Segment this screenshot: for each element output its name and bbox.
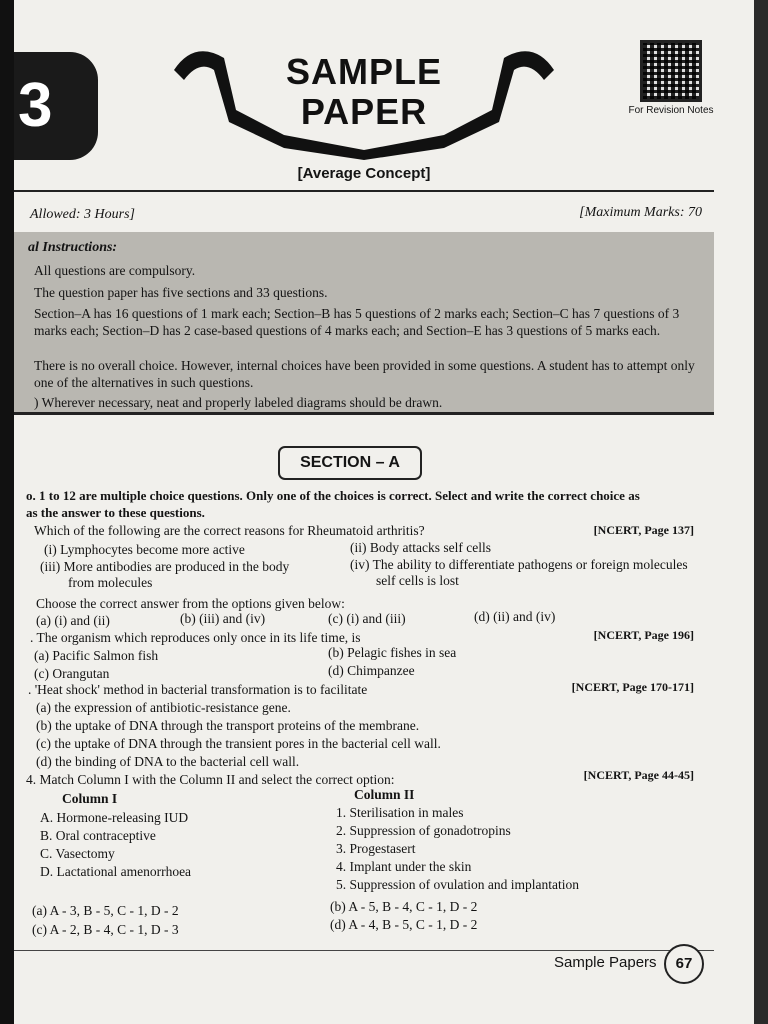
option: (iii) More antibodies are produced in the body [40, 559, 290, 574]
answer-choice: (a) Pacific Salmon fish [34, 648, 159, 663]
time-allowed: Allowed: 3 Hours] [30, 207, 135, 222]
question-3: . 'Heat shock' method in bacterial transformation is to facilitate [28, 682, 368, 697]
option: (iv) The ability to differentiate pathogens or foreign molecules [350, 557, 688, 572]
section-heading: SECTION – A [278, 446, 422, 480]
answer-choice: (d) Chimpanzee [328, 663, 415, 678]
instructions-title: al Instructions: [28, 240, 118, 255]
ncert-reference: [NCERT, Page 137] [593, 523, 694, 537]
instruction-item: ) Wherever necessary, neat and properly labeled diagrams should be drawn. [34, 395, 443, 410]
answer-choice: (c) (i) and (iii) [328, 611, 406, 626]
answer-choice: (d) A - 4, B - 5, C - 1, D - 2 [330, 917, 478, 932]
column-2-item: 5. Suppression of ovulation and implantation [336, 877, 579, 892]
option: from molecules [68, 575, 153, 590]
instruction-item: Section–A has 16 questions of 1 mark each; Section–B has 5 questions of 2 marks each; Section–C has 7 questions of 3 marks each; Section–D has 2 case-based questions of 4 marks each; and Section–E has 3 questions of 5 marks each. [34, 306, 680, 338]
ncert-reference: [NCERT, Page 170-171] [571, 680, 694, 694]
column-1-item: B. Oral contraceptive [40, 828, 156, 843]
maximum-marks: [Maximum Marks: 70 [579, 205, 702, 220]
page-title [244, 52, 484, 132]
divider [14, 190, 714, 192]
answer-choice: (a) (i) and (ii) [36, 613, 110, 628]
answer-choice: (c) the uptake of DNA through the transient pores in the bacterial cell wall. [36, 736, 441, 751]
answer-choice: (b) the uptake of DNA through the transport proteins of the membrane. [36, 718, 420, 733]
question-2: . The organism which reproduces only once in its life time, is [30, 630, 361, 645]
page-subtitle: [Average Concept] [297, 165, 431, 182]
qr-label: For Revision Notes [628, 105, 714, 116]
footer-divider [14, 950, 714, 951]
document-page [14, 0, 754, 1024]
footer-label: Sample Papers [554, 954, 657, 971]
column-2-item: 1. Sterilisation in males [336, 805, 464, 820]
ncert-reference: [NCERT, Page 44-45] [583, 768, 694, 782]
column-2-item: 2. Suppression of gonadotropins [336, 823, 511, 838]
section-intro: o. 1 to 12 are multiple choice questions. Only one of the choices is correct. Select and write the correct choice as [26, 488, 640, 503]
instruction-item: All questions are compulsory. [34, 263, 196, 278]
choose-text: Choose the correct answer from the options given below: [36, 596, 345, 611]
page-gutter [0, 0, 14, 1024]
column-2-item: 4. Implant under the skin [336, 859, 472, 874]
answer-choice: (a) the expression of antibiotic-resistance gene. [36, 700, 291, 715]
answer-choice: (d) the binding of DNA to the bacterial cell wall. [36, 754, 300, 769]
option: self cells is lost [376, 573, 459, 588]
column-1-item: A. Hormone-releasing IUD [40, 810, 189, 825]
answer-choice: (a) A - 3, B - 5, C - 1, D - 2 [32, 903, 179, 918]
page-number: 67 [664, 944, 704, 984]
question-1: Which of the following are the correct reasons for Rheumatoid arthritis? [34, 523, 425, 538]
answer-choice: (c) A - 2, B - 4, C - 1, D - 3 [32, 922, 179, 937]
column-2-header: Column II [354, 787, 415, 802]
answer-choice: (b) A - 5, B - 4, C - 1, D - 2 [330, 899, 478, 914]
ncert-reference: [NCERT, Page 196] [593, 628, 694, 642]
qr-code-icon[interactable] [640, 40, 702, 102]
title-line-1: SAMPLE [285, 51, 442, 92]
column-1-item: D. Lactational amenorrhoea [40, 864, 192, 879]
instruction-item: There is no overall choice. However, internal choices have been provided in some questions. A student has to attempt only one of the alternatives in such questions. [34, 358, 695, 390]
chapter-number-tab: 3 [14, 52, 98, 160]
answer-choice: (b) (iii) and (iv) [180, 611, 266, 626]
section-intro: as the answer to these questions. [26, 505, 205, 520]
column-1-item: C. Vasectomy [40, 846, 115, 861]
column-2-item: 3. Progestasert [336, 841, 416, 856]
answer-choice: (b) Pelagic fishes in sea [328, 645, 457, 660]
column-1-header: Column I [62, 791, 118, 806]
option: (ii) Body attacks self cells [350, 540, 491, 555]
instruction-item: The question paper has five sections and 33 questions. [34, 285, 328, 300]
question-4: 4. Match Column I with the Column II and select the correct option: [26, 772, 395, 787]
answer-choice: (d) (ii) and (iv) [474, 609, 556, 624]
option: (i) Lymphocytes become more active [44, 542, 245, 557]
answer-choice: (c) Orangutan [34, 666, 110, 681]
title-line-2: PAPER [300, 91, 428, 132]
